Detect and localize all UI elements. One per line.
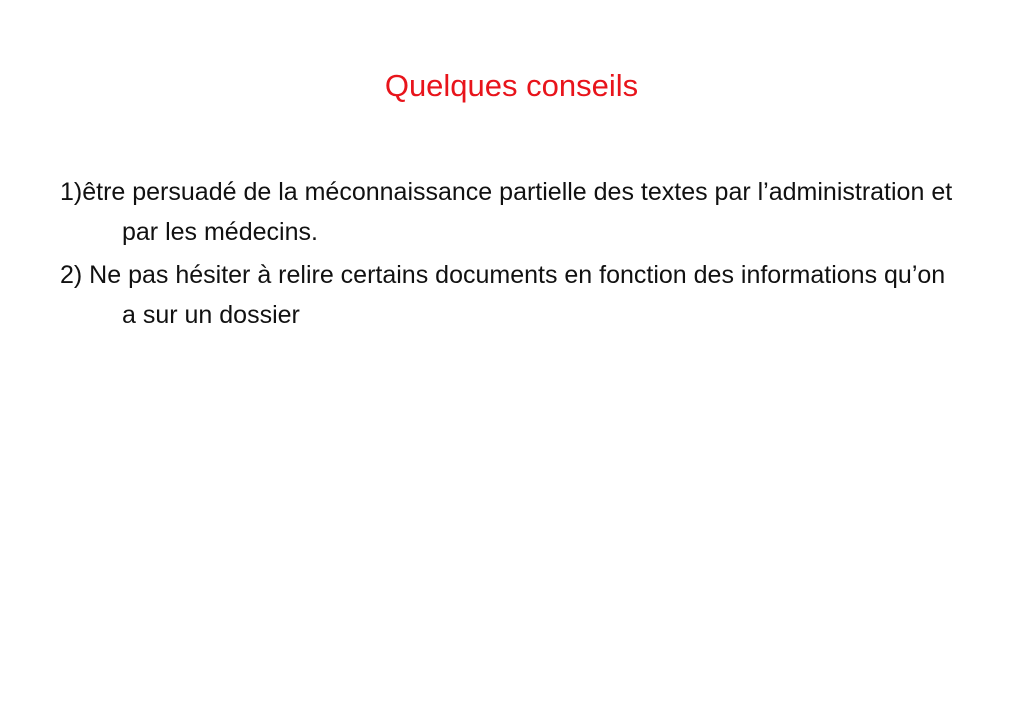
- tips-list: [60, 172, 960, 338]
- tip-item-1: 1)être persuadé de la méconnaissance partielle des textes par l’administration et par les médecins.: [60, 178, 953, 246]
- slide-title: Quelques conseils: [384, 68, 639, 103]
- tip-item-2: 2) Ne pas hésiter à relire certains documents en fonction des informations qu’on a sur un dossier: [60, 261, 946, 329]
